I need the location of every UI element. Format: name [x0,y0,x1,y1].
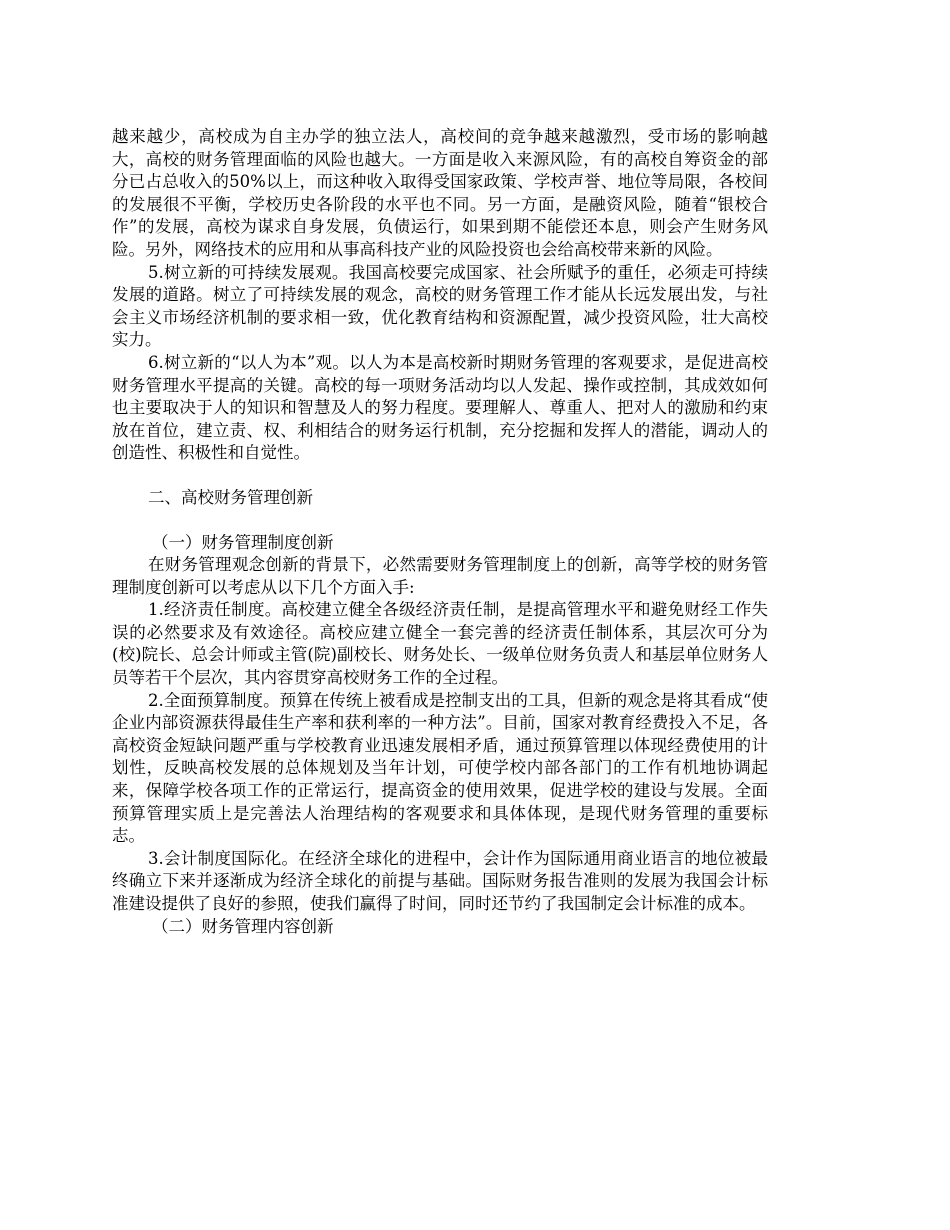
paragraph-budget-system: 2.全面预算制度。预算在传统上被看成是控制支出的工具，但新的观念是将其看成“使企业内部资源获得最佳生产率和获利率的一种方法”。目前，国家对教育经费投入不足，各高校资金短缺问题严重与学校教育业迅速发展相矛盾，通过预算管理以体现经费使用的计划性，反映高校发展的总体规划及当年计划，可使学校内部各部门的工作有机地协调起来，保障学校各项工作的正常运行，提高资金的使用效果，促进学校的建设与发展。全面预算管理实质上是完善法人治理结构的客观要求和具体体现，是现代财务管理的重要标志。 [112,690,768,846]
paragraph-intro: 越来越少，高校成为自主办学的独立法人，高校间的竞争越来越激烈，受市场的影响越大，高校的财务管理面临的风险也越大。一方面是收入来源风险，有的高校自筹资金的部分已占总收入的50%以上，而这种收入取得受国家政策、学校声誉、地位等局限，各校间的发展很不平衡，学校历史各阶段的水平也不同。另一方面，是融资风险，随着“银校合作”的发展，高校为谋求自身发展，负债运行，如果到期不能偿还本息，则会产生财务风险。另外，网络技术的应用和从事高科技产业的风险投资也会给高校带来新的风险。 [112,127,768,259]
paragraph-item-5: 5.树立新的可持续发展观。我国高校要完成国家、社会所赋予的重任，必须走可持续发展的道路。树立了可持续发展的观念，高校的财务管理工作才能从长远发展出发，与社会主义市场经济机制的要求相一致，优化教育结构和资源配置，减少投资风险，壮大高校实力。 [112,262,768,350]
subsection-heading-1: （一）财务管理制度创新 [152,532,334,552]
paragraph-item-6: 6.树立新的“以人为本”观。以人为本是高校新时期财务管理的客观要求，是促进高校财务管理水平提高的关键。高校的每一项财务活动均以人发起、操作或控制，其成效如何也主要取决于人的知识和智慧及人的努力程度。要理解人、尊重人、把对人的激励和约束放在首位，建立责、权、利相结合的财务运行机制，充分挖掘和发挥人的潜能，调动人的创造性、积极性和自觉性。 [112,352,768,463]
paragraph-economic-responsibility: 1.经济责任制度。高校建立健全各级经济责任制，是提高管理水平和避免财经工作失误的必然要求及有效途径。高校应建立健全一套完善的经济责任制体系，其层次可分为(校)院长、总会计师或主管(院)副校长、财务处长、一级单位财务负责人和基层单位财务人员等若干个层次，其内容贯穿高校财务工作的全过程。 [112,600,768,688]
document-page [112,126,768,938]
subsection-heading-2: （二）财务管理内容创新 [152,916,334,936]
paragraph-subsection-intro: 在财务管理观念创新的背景下，必然需要财务管理制度上的创新，高等学校的财务管理制度创新可以考虑从以下几个方面入手: [112,555,768,597]
section-heading-2: 二、高校财务管理创新 [148,487,313,507]
paragraph-accounting-internationalization: 3.会计制度国际化。在经济全球化的进程中，会计作为国际通用商业语言的地位被最终确立下来并逐渐成为经济全球化的前提与基础。国际财务报告准则的发展为我国会计标准建设提供了良好的参照，使我们赢得了时间，同时还节约了我国制定会计标准的成本。 [112,848,768,913]
